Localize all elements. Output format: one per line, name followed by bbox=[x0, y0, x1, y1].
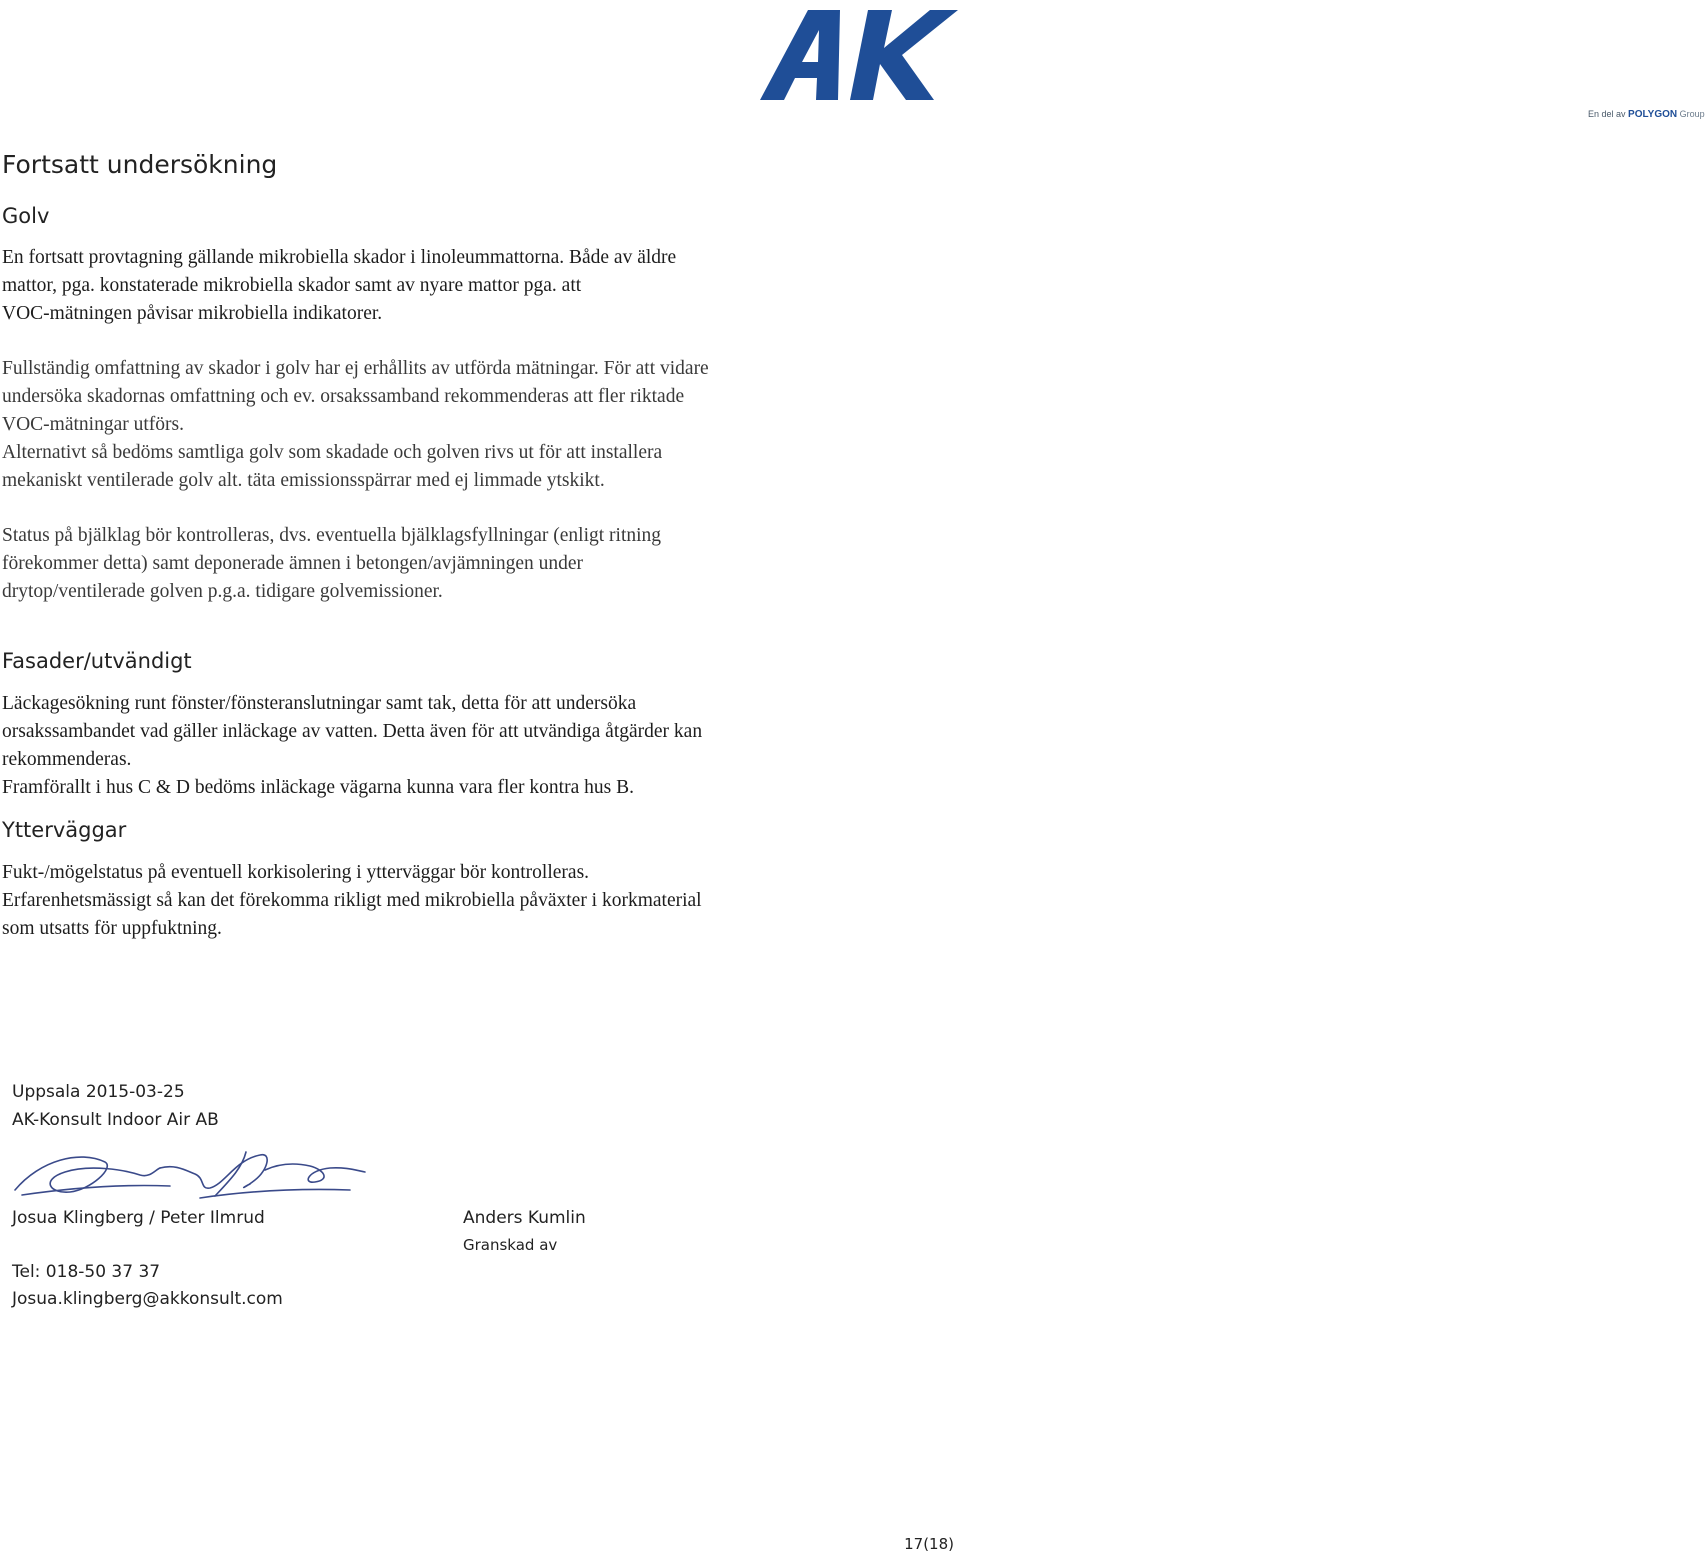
phone-number: Tel: 018-50 37 37 bbox=[12, 1262, 161, 1282]
text-line: Fukt-/mögelstatus på eventuell korkisolering i ytterväggar bör kontrolleras. bbox=[2, 862, 590, 883]
yttervaggar-paragraph bbox=[2, 859, 702, 943]
page-number: 17(18) bbox=[904, 1535, 954, 1553]
text-line: Status på bjälklag bör kontrolleras, dvs. eventuella bjälklagsfyllningar (enligt ritning bbox=[2, 525, 662, 546]
text-line: Framförallt i hus C & D bedöms inläckage vägarna kunna vara fler kontra hus B. bbox=[2, 777, 634, 798]
page-title: Fortsatt undersökning bbox=[2, 150, 278, 179]
section-heading-yttervaggar: Ytterväggar bbox=[2, 818, 127, 842]
text-line: mattor, pga. konstaterade mikrobiella skador samt av nyare mattor pga. att bbox=[2, 275, 582, 296]
text-line: Alternativt så bedöms samtliga golv som skadade och golven rivs ut för att installera bbox=[2, 442, 663, 463]
text-line: Läckagesökning runt fönster/fönsteranslutningar samt tak, detta för att undersöka bbox=[2, 693, 637, 714]
text-line: undersöka skadornas omfattning och ev. orsakssamband rekommenderas att fler riktade bbox=[2, 386, 685, 407]
text-line: rekommenderas. bbox=[2, 749, 132, 770]
text-line: som utsatts för uppfuktning. bbox=[2, 918, 222, 939]
company-logo bbox=[750, 0, 1705, 128]
text-line: VOC-mätningar utförs. bbox=[2, 414, 184, 435]
logo-tagline: En del av POLYGON Group bbox=[1588, 109, 1705, 120]
handwritten-signature bbox=[10, 1140, 370, 1205]
signer-names: Josua Klingberg / Peter Ilmrud bbox=[12, 1208, 265, 1228]
text-line: orsakssambandet vad gäller inläckage av vatten. Detta även för att utvändiga åtgärder kan bbox=[2, 721, 703, 742]
text-line: drytop/ventilerade golven p.g.a. tidigare golvemissioner. bbox=[2, 581, 443, 602]
polygon-brand: POLYGON bbox=[1628, 109, 1678, 120]
golv-paragraph-2 bbox=[2, 355, 709, 495]
text-line: VOC-mätningen påvisar mikrobiella indikatorer. bbox=[2, 303, 383, 324]
signature-icon bbox=[10, 1140, 370, 1205]
company-name: AK-Konsult Indoor Air AB bbox=[12, 1110, 219, 1130]
reviewer-role: Granskad av bbox=[463, 1236, 558, 1254]
text-line: Erfarenhetsmässigt så kan det förekomma rikligt med mikrobiella påväxter i korkmaterial bbox=[2, 890, 702, 911]
fasader-paragraph bbox=[2, 690, 702, 802]
reviewer-name: Anders Kumlin bbox=[463, 1208, 586, 1228]
place-date: Uppsala 2015-03-25 bbox=[12, 1082, 185, 1102]
email-address[interactable]: Josua.klingberg@akkonsult.com bbox=[12, 1289, 283, 1309]
text-line: förekommer detta) samt deponerade ämnen i betongen/avjämningen under bbox=[2, 553, 583, 574]
ak-logo-icon bbox=[750, 0, 960, 105]
text-line: En fortsatt provtagning gällande mikrobiella skador i linoleummattorna. Både av äldre bbox=[2, 247, 677, 268]
text-line: Fullständig omfattning av skador i golv har ej erhållits av utförda mätningar. För att vidare bbox=[2, 358, 709, 379]
text-line: mekaniskt ventilerade golv alt. täta emissionsspärrar med ej limmade ytskikt. bbox=[2, 470, 605, 491]
section-heading-fasader: Fasader/utvändigt bbox=[2, 649, 192, 673]
section-heading-golv: Golv bbox=[2, 204, 50, 228]
golv-paragraph-3 bbox=[2, 522, 661, 606]
golv-paragraph-1 bbox=[2, 244, 676, 328]
